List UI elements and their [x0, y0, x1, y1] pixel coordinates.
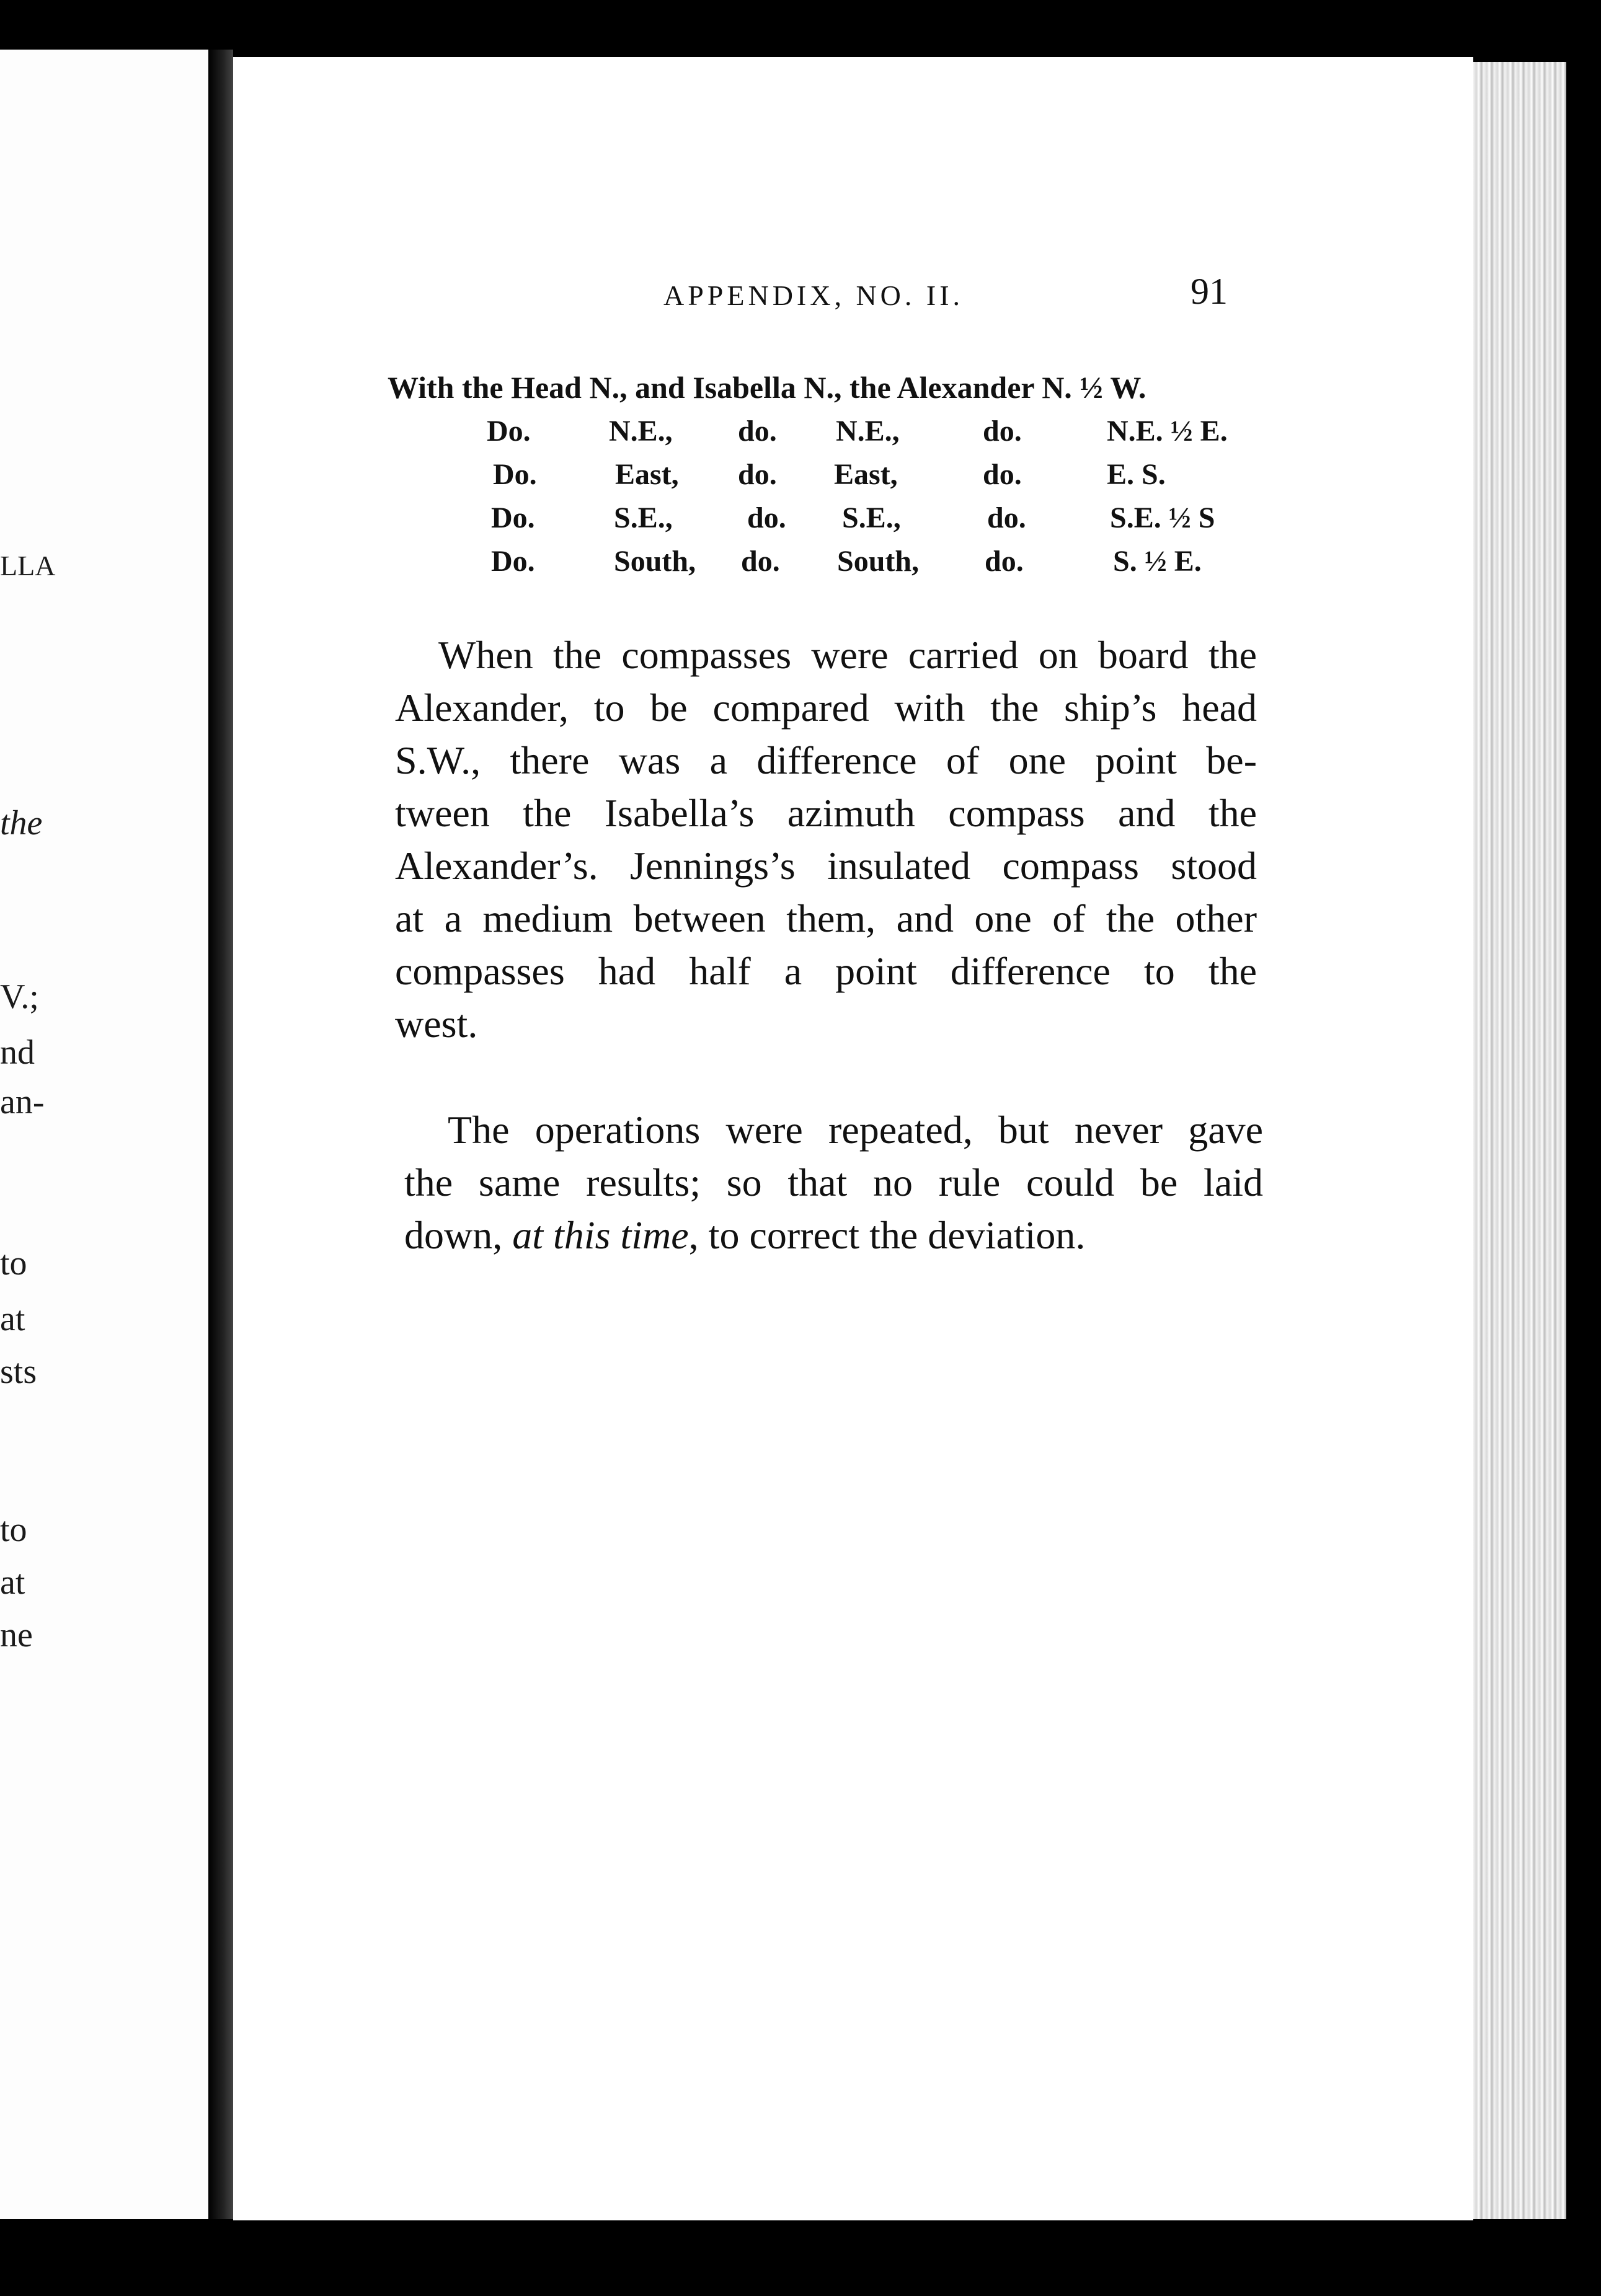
previous-page-edge: [0, 50, 208, 2219]
table-cell: N.E.,: [836, 415, 900, 448]
prev-page-fragment: an-: [0, 1083, 45, 1121]
table-cell: do.: [985, 545, 1024, 578]
prev-page-fragment: at: [0, 1563, 25, 1602]
table-cell: S.E.,: [614, 501, 673, 534]
prev-page-fragment: nd: [0, 1033, 35, 1072]
prev-page-fragment: to: [0, 1244, 27, 1283]
table-cell: do.: [983, 458, 1022, 491]
text-line: tween the Isabella’s azimuth compass and the: [395, 791, 1257, 835]
text-run: down,: [404, 1213, 513, 1257]
table-cell: N.E.,: [609, 415, 673, 448]
running-head: APPENDIX, NO. II.: [663, 280, 964, 311]
text-line: compasses had half a point difference to the: [395, 949, 1257, 993]
table-cell: N.E. ½ E.: [1107, 415, 1228, 448]
table-cell: East,: [615, 458, 679, 491]
text-line: When the compasses were carried on board the: [438, 633, 1257, 677]
table-cell: do.: [747, 501, 786, 534]
body-paragraph-1: [395, 629, 1257, 1050]
book-gutter: [208, 50, 233, 2219]
table-cell: do.: [738, 415, 777, 448]
prev-page-fragment: sts: [0, 1353, 37, 1391]
prev-page-fragment: the: [0, 804, 43, 842]
table-cell: do.: [738, 458, 777, 491]
table-cell: Do.: [487, 415, 531, 448]
prev-page-fragment: LLA: [0, 550, 56, 581]
prev-page-fragment: at: [0, 1300, 25, 1338]
prev-page-fragment: to: [0, 1511, 27, 1549]
prev-page-fragment: ne: [0, 1616, 33, 1654]
table-cell: S.E. ½ S: [1110, 501, 1215, 534]
table-cell: do.: [987, 501, 1026, 534]
table-cell: S. ½ E.: [1113, 545, 1202, 578]
text-line: Alexander, to be compared with the ship’s head: [395, 686, 1257, 730]
page-edges-stack: [1473, 62, 1566, 2219]
table-cell: South,: [614, 545, 696, 578]
text-line: [404, 1209, 1263, 1261]
prev-page-fragment: V.;: [0, 978, 39, 1016]
text-line: S.W., there was a difference of one point be-: [395, 738, 1257, 782]
table-cell: E. S.: [1107, 458, 1166, 491]
text-line: The operations were repeated, but never gave: [448, 1108, 1263, 1152]
italic-phrase: at this time: [512, 1213, 689, 1257]
table-cell: Do.: [493, 458, 537, 491]
table-cell: S.E.,: [842, 501, 901, 534]
body-paragraph-2: [404, 1103, 1263, 1261]
table-cell: do.: [741, 545, 780, 578]
table-cell: do.: [983, 415, 1022, 448]
text-line: the same results; so that no rule could be laid: [404, 1160, 1263, 1204]
table-header-line: With the Head N., and Isabella N., the Alexander N. ½ W.: [388, 370, 1146, 405]
table-cell: South,: [837, 545, 920, 578]
table-cell: Do.: [491, 501, 535, 534]
text-line: west.: [395, 1002, 478, 1046]
table-cell: East,: [834, 458, 898, 491]
table-cell: Do.: [491, 545, 535, 578]
text-line: Alexander’s. Jennings’s insulated compass stood: [395, 844, 1257, 888]
text-run: , to correct the deviation.: [688, 1213, 1086, 1257]
page-number: 91: [1191, 271, 1228, 312]
text-line: at a medium between them, and one of the other: [395, 896, 1257, 940]
